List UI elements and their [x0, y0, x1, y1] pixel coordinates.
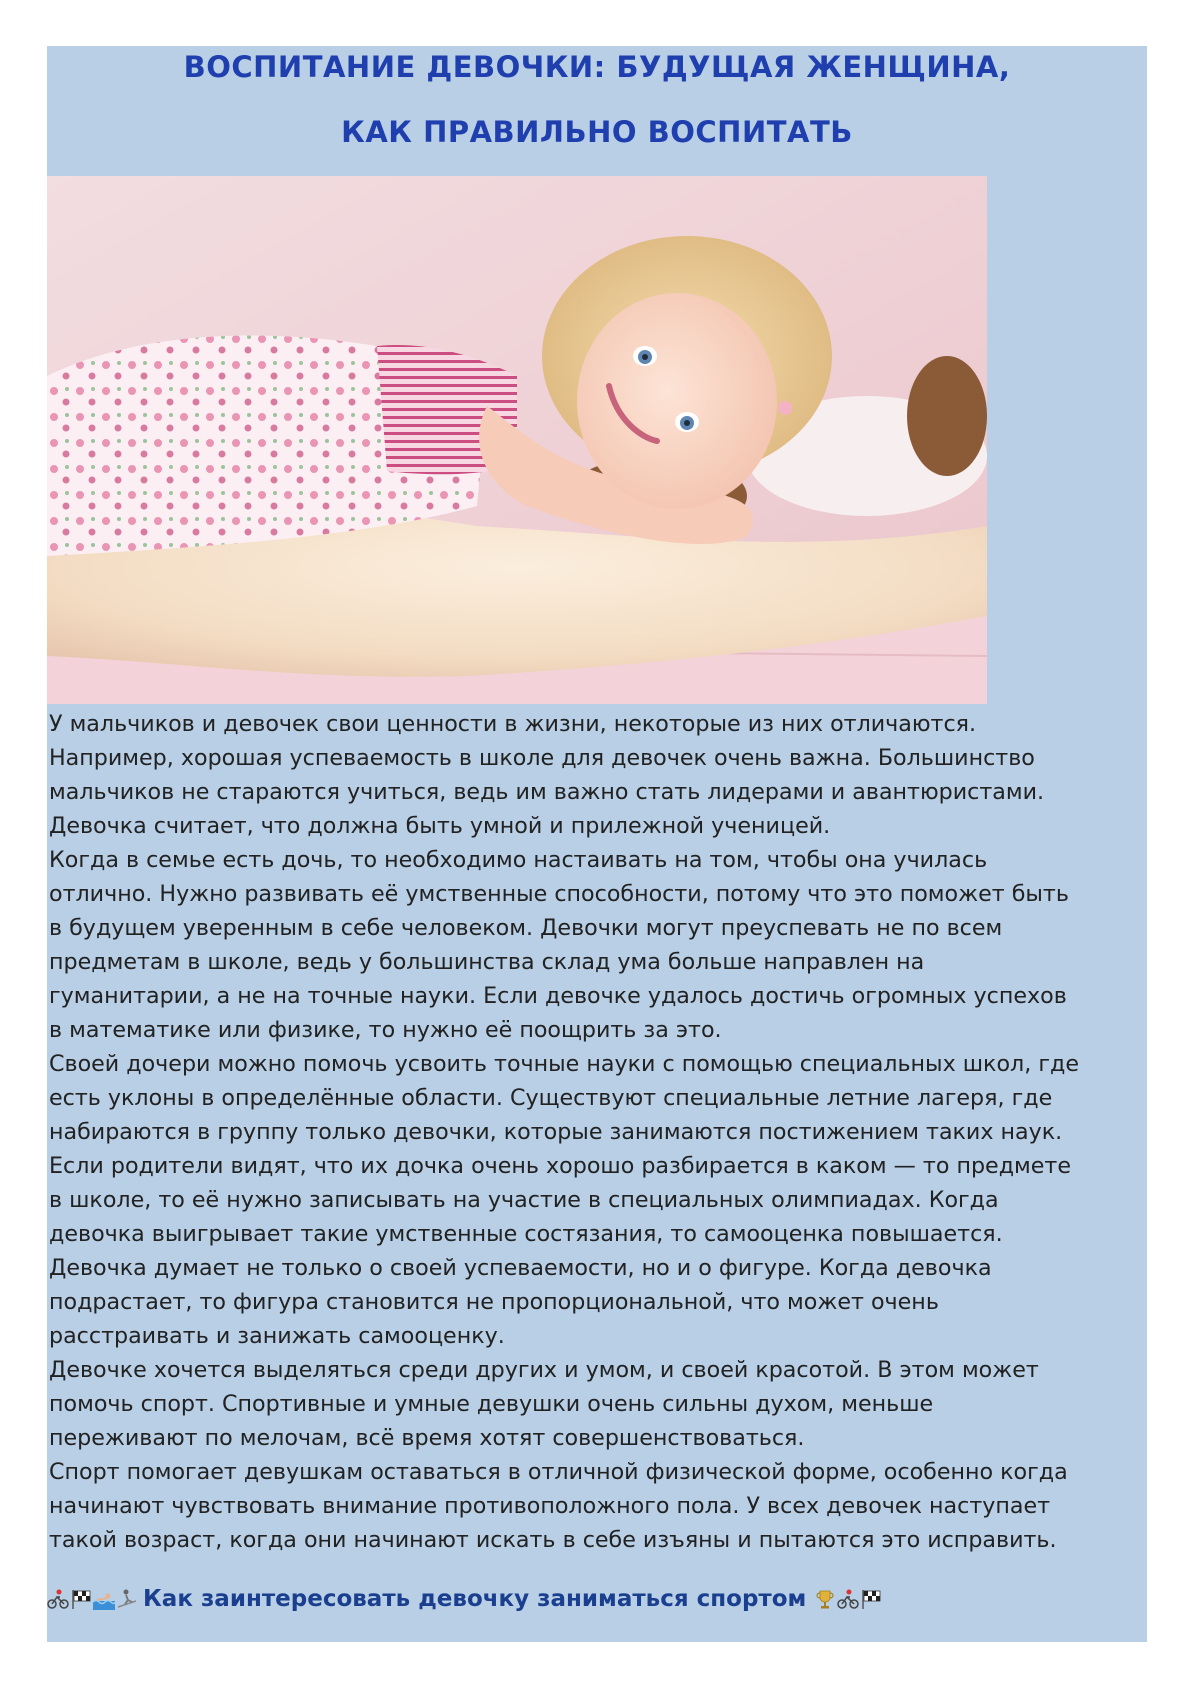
checkered-flag-icon	[860, 1588, 882, 1610]
swimmer-icon	[93, 1588, 115, 1610]
cyclist-icon	[47, 1588, 69, 1610]
paragraph-line: гуманитарии, а не на точные науки. Если девочке удалось достичь огромных успехов	[49, 983, 1067, 1009]
paragraph-line: в будущем уверенным в себе человеком. Девочки могут преуспевать не по всем	[49, 915, 1003, 941]
paragraph-line: набираются в группу только девочки, которые занимаются постижением таких наук.	[49, 1119, 1063, 1145]
paragraph-line: Девочка считает, что должна быть умной и прилежной ученицей.	[49, 813, 831, 839]
skier-icon	[116, 1588, 138, 1610]
checkered-flag-icon	[70, 1588, 92, 1610]
article-title-line-2: КАК ПРАВИЛЬНО ВОСПИТАТЬ	[341, 115, 853, 149]
trophy-icon	[814, 1588, 836, 1610]
paragraph-line: У мальчиков и девочек свои ценности в жизни, некоторые из них отличаются.	[49, 711, 977, 737]
paragraph-line: есть уклоны в определённые области. Существуют специальные летние лагеря, где	[49, 1085, 1053, 1111]
article-body	[49, 707, 1149, 1557]
paragraph-line: предметам в школе, ведь у большинства склад ума больше направлен на	[49, 949, 925, 975]
paragraph-line: девочка выигрывает такие умственные состязания, то самооценка повышается.	[49, 1221, 1003, 1247]
paragraph-line: Например, хорошая успеваемость в школе для девочек очень важна. Большинство	[49, 745, 1035, 771]
paragraph-line: в математике или физике, то нужно её поощрить за это.	[49, 1017, 722, 1043]
paragraph-line: в школе, то её нужно записывать на участие в специальных олимпиадах. Когда	[49, 1187, 999, 1213]
paragraph-line: помочь спорт. Спортивные и умные девушки очень сильны духом, меньше	[49, 1391, 934, 1417]
paragraph-line: Девочке хочется выделяться среди других и умом, и своей красотой. В этом может	[49, 1357, 1039, 1383]
paragraph-line: переживают по мелочам, всё время хотят совершенствоваться.	[49, 1425, 805, 1451]
paragraph-line: Спорт помогает девушкам оставаться в отличной физической форме, особенно когда	[49, 1459, 1068, 1485]
article-photo	[47, 176, 987, 704]
sport-article-link[interactable]: Как заинтересовать девочку заниматься спортом	[143, 1586, 807, 1612]
cyclist-icon	[837, 1588, 859, 1610]
paragraph-line: Если родители видят, что их дочка очень хорошо разбирается в каком — то предмете	[49, 1153, 1072, 1179]
paragraph-line: Девочка думает не только о своей успеваемости, но и о фигуре. Когда девочка	[49, 1255, 992, 1281]
paragraph-line: подрастает, то фигура становится не пропорциональной, что может очень	[49, 1289, 939, 1315]
paragraph-line: отлично. Нужно развивать её умственные способности, потому что это поможет быть	[49, 881, 1069, 907]
article-title-line-1: ВОСПИТАНИЕ ДЕВОЧКИ: БУДУЩАЯ ЖЕНЩИНА,	[183, 50, 1011, 84]
paragraph-line: Своей дочери можно помочь усвоить точные науки с помощью специальных школ, где	[49, 1051, 1079, 1077]
girl-photo	[47, 176, 987, 704]
paragraph-line: такой возраст, когда они начинают искать в себе изъяны и пытаются это исправить.	[49, 1527, 1057, 1553]
paragraph-line: начинают чувствовать внимание противоположного пола. У всех девочек наступает	[49, 1493, 1051, 1519]
article-panel	[47, 46, 1147, 1642]
paragraph-line: Когда в семье есть дочь, то необходимо настаивать на том, чтобы она училась	[49, 847, 988, 873]
paragraph-line: мальчиков не стараются учиться, ведь им важно стать лидерами и авантюристами.	[49, 779, 1045, 805]
footer-link-row	[47, 1582, 883, 1616]
paragraph-line: расстраивать и занижать самооценку.	[49, 1323, 505, 1349]
